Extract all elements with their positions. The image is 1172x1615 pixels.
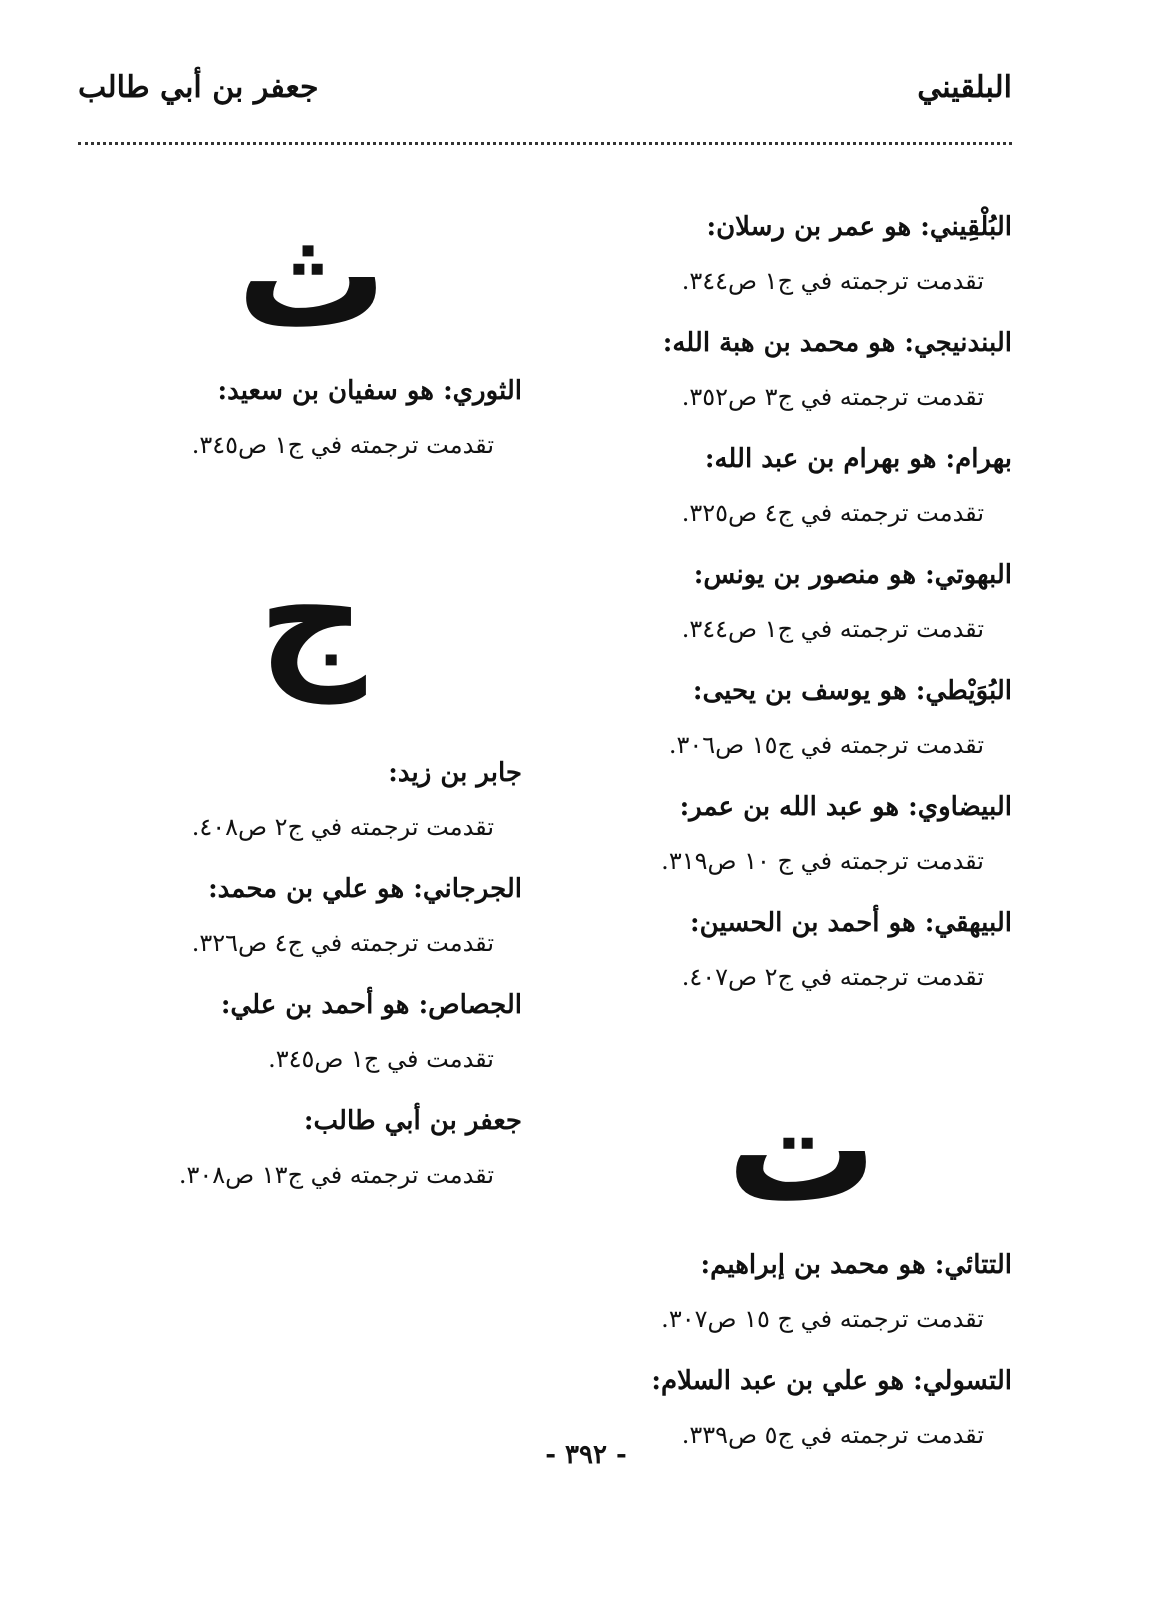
entry-ref: تقدمت ترجمته في ج٤ ص٣٢٦. xyxy=(191,929,494,957)
entry xyxy=(592,432,1012,540)
entry-name: التسولي: هو علي بن عبد السلام: xyxy=(651,1366,1012,1396)
entry-name: جعفر بن أبي طالب: xyxy=(303,1106,522,1136)
entry xyxy=(592,316,1012,424)
header-dotted-rule xyxy=(78,142,1012,145)
entry-name: البُلْقِيني: هو عمر بن رسلان: xyxy=(706,212,1012,242)
entry-name: البيهقي: هو أحمد بن الحسين: xyxy=(690,908,1012,938)
entry-name: البهوتي: هو منصور بن يونس: xyxy=(693,560,1012,590)
entry xyxy=(102,1094,522,1202)
entry-ref: تقدمت ترجمته في ج١٣ ص٣٠٨. xyxy=(178,1161,494,1189)
entry-name: البُوَيْطي: هو يوسف بن يحيى: xyxy=(692,676,1012,706)
entry-ref: تقدمت في ج١ ص٣٤٥. xyxy=(268,1045,494,1073)
section-letter-jim: ج xyxy=(257,530,367,704)
entry xyxy=(592,200,1012,308)
entry-name: بهرام: هو بهرام بن عبد الله: xyxy=(704,444,1012,474)
entry xyxy=(592,896,1012,1004)
entry-ref: تقدمت ترجمته في ج ١٥ ص٣٠٧. xyxy=(661,1305,984,1333)
entry xyxy=(102,364,522,472)
entry xyxy=(592,548,1012,656)
running-header-right: البلقيني xyxy=(917,70,1012,105)
entry-ref: تقدمت ترجمته في ج١ ص٣٤٥. xyxy=(191,431,494,459)
section-letter-tha: ث xyxy=(236,188,388,362)
entry-ref: تقدمت ترجمته في ج٣ ص٣٥٢. xyxy=(681,383,984,411)
entry-name: الجرجاني: هو علي بن محمد: xyxy=(208,874,522,904)
entry xyxy=(102,746,522,854)
running-header-left: جعفر بن أبي طالب xyxy=(78,70,319,105)
left-column xyxy=(102,188,522,1210)
entry-ref: تقدمت ترجمته في ج ١٠ ص٣١٩. xyxy=(661,847,984,875)
entry xyxy=(102,978,522,1086)
page-number: - ٣٩٢ - xyxy=(545,1440,627,1470)
entry-name: البيضاوي: هو عبد الله بن عمر: xyxy=(679,792,1012,822)
entry-ref: تقدمت ترجمته في ج٤ ص٣٢٥. xyxy=(681,499,984,527)
entry-ref: تقدمت ترجمته في ج١٥ ص٣٠٦. xyxy=(668,731,984,759)
section-letter-ta: ت xyxy=(726,1062,878,1236)
entry-ref: تقدمت ترجمته في ج٢ ص٤٠٨. xyxy=(191,813,494,841)
entry-ref: تقدمت ترجمته في ج١ ص٣٤٤. xyxy=(681,267,984,295)
entry-name: البندنيجي: هو محمد بن هبة الله: xyxy=(662,328,1012,358)
entry-ref: تقدمت ترجمته في ج٥ ص٣٣٩. xyxy=(681,1421,984,1449)
entry xyxy=(592,1238,1012,1346)
entry-name: الجصاص: هو أحمد بن علي: xyxy=(220,990,522,1020)
entry-ref: تقدمت ترجمته في ج١ ص٣٤٤. xyxy=(681,615,984,643)
entry-name: الثوري: هو سفيان بن سعيد: xyxy=(217,376,522,406)
entry xyxy=(102,862,522,970)
entry xyxy=(592,664,1012,772)
entry-name: التتائي: هو محمد بن إبراهيم: xyxy=(700,1250,1012,1280)
entry xyxy=(592,780,1012,888)
entry-ref: تقدمت ترجمته في ج٢ ص٤٠٧. xyxy=(681,963,984,991)
right-column xyxy=(592,200,1012,1470)
entry-name: جابر بن زيد: xyxy=(388,758,522,788)
